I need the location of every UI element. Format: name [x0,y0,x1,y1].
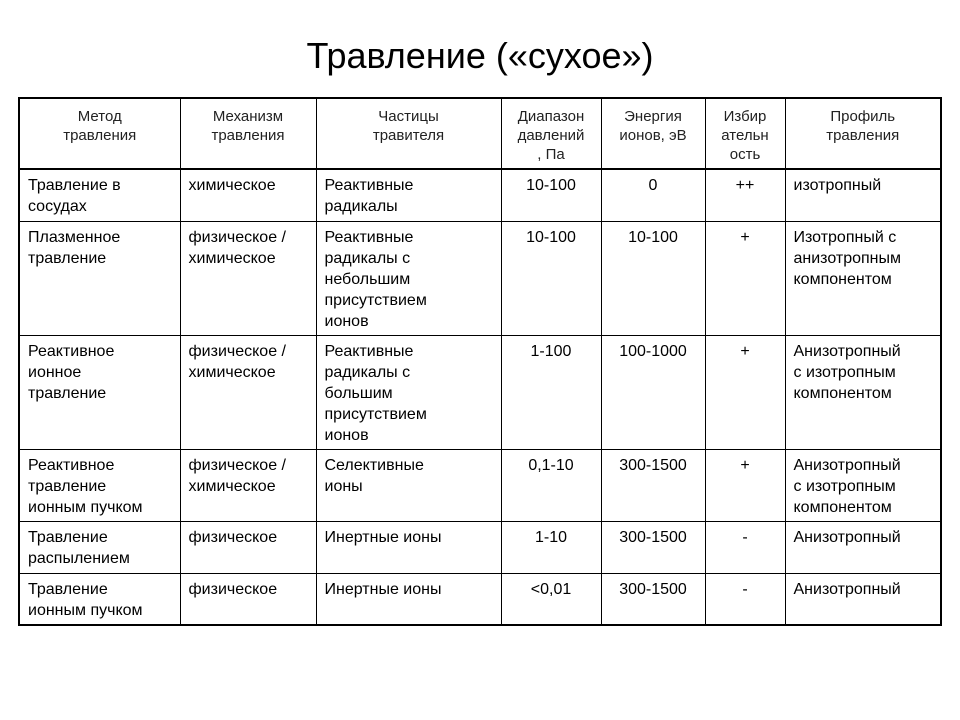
cell-ion-energy: 300-1500 [601,521,705,573]
table-row [19,169,941,221]
cell-mechanism: физическое / химическое [180,335,316,449]
cell-method: Травление в сосудах [19,169,180,221]
header-pressure: Диапазон давлений , Па [501,98,601,169]
slide-title: Травление («сухое») [306,35,654,76]
cell-particles: Инертные ионы [316,573,501,625]
table-header-row [19,98,941,169]
cell-profile: Анизотропный [785,573,941,625]
cell-pressure: 1-100 [501,335,601,449]
cell-mechanism: химическое [180,169,316,221]
cell-selectivity: ++ [705,169,785,221]
cell-selectivity: + [705,335,785,449]
cell-mechanism: физическое [180,521,316,573]
cell-particles: Инертные ионы [316,521,501,573]
cell-profile: изотропный [785,169,941,221]
cell-profile: Изотропный с анизотропным компонентом [785,221,941,335]
cell-selectivity: - [705,521,785,573]
cell-mechanism: физическое / химическое [180,449,316,521]
cell-ion-energy: 0 [601,169,705,221]
cell-pressure: 1-10 [501,521,601,573]
cell-particles: Селективные ионы [316,449,501,521]
cell-ion-energy: 300-1500 [601,573,705,625]
cell-mechanism: физическое [180,573,316,625]
cell-mechanism: физическое / химическое [180,221,316,335]
etching-methods-table [18,97,942,626]
table-row [19,335,941,449]
cell-profile: Анизотропный [785,521,941,573]
cell-selectivity: + [705,221,785,335]
cell-ion-energy: 100-1000 [601,335,705,449]
table-row [19,449,941,521]
cell-method: Травление ионным пучком [19,573,180,625]
header-method: Метод травления [19,98,180,169]
cell-particles: Реактивные радикалы с небольшим присутствием ионов [316,221,501,335]
table-row [19,221,941,335]
cell-particles: Реактивные радикалы с большим присутствием ионов [316,335,501,449]
cell-pressure: 10-100 [501,221,601,335]
cell-ion-energy: 10-100 [601,221,705,335]
cell-pressure: 0,1-10 [501,449,601,521]
table-row [19,573,941,625]
cell-profile: Анизотропный с изотропным компонентом [785,335,941,449]
header-mechanism: Механизм травления [180,98,316,169]
header-particles: Частицы травителя [316,98,501,169]
cell-profile: Анизотропный с изотропным компонентом [785,449,941,521]
cell-pressure: <0,01 [501,573,601,625]
cell-particles: Реактивные радикалы [316,169,501,221]
header-profile: Профиль травления [785,98,941,169]
cell-method: Травление распылением [19,521,180,573]
cell-selectivity: + [705,449,785,521]
cell-method: Реактивное травление ионным пучком [19,449,180,521]
cell-ion-energy: 300-1500 [601,449,705,521]
cell-pressure: 10-100 [501,169,601,221]
cell-method: Плазменное травление [19,221,180,335]
header-ion-energy: Энергия ионов, эВ [601,98,705,169]
cell-method: Реактивное ионное травление [19,335,180,449]
table-row [19,521,941,573]
cell-selectivity: - [705,573,785,625]
header-selectivity: Избир ательн ость [705,98,785,169]
